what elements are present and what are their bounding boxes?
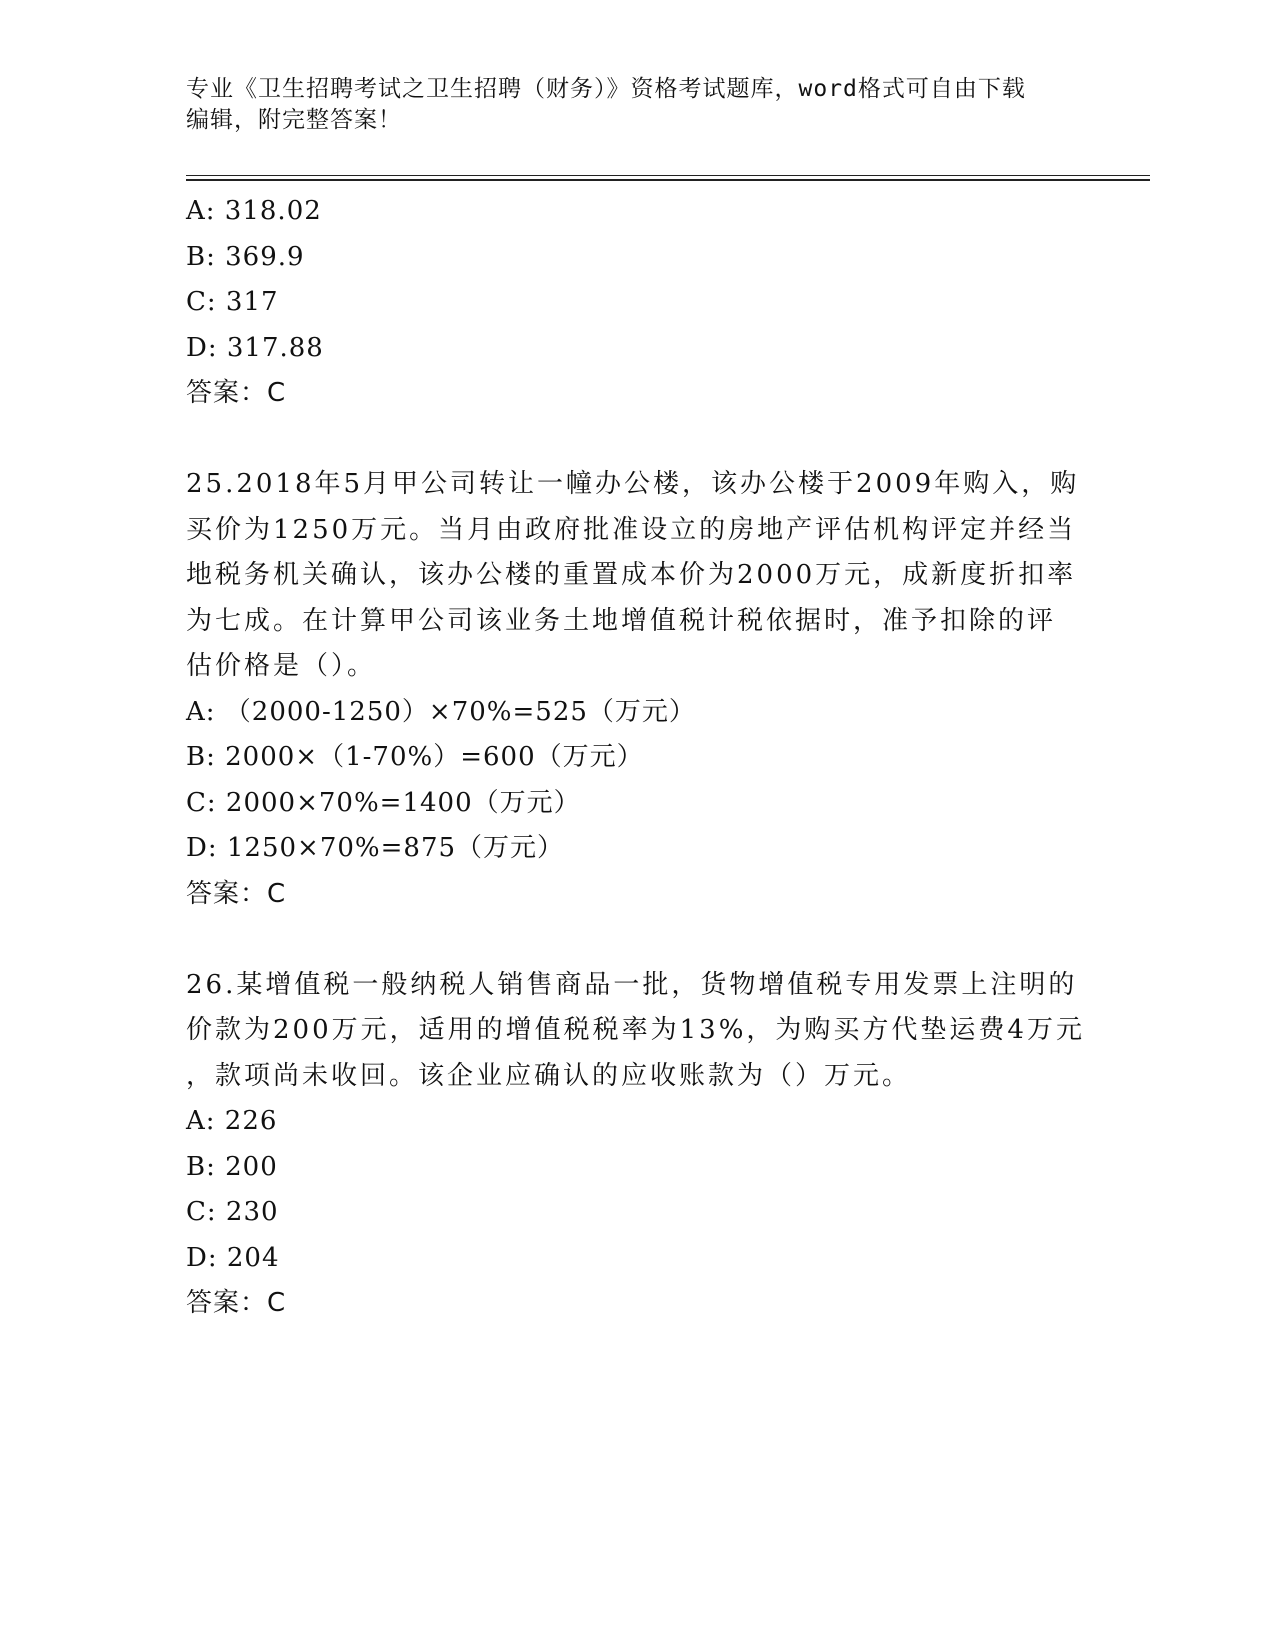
question-content: [186, 189, 1086, 1327]
header-divider-thick: [186, 179, 1150, 181]
option-d: D: 1250×70%=875（万元）: [186, 833, 565, 863]
stem-line: 价款为200万元，适用的增值税税率为13%，为购买方代垫运费4万元: [186, 1015, 1085, 1045]
stem-line: 25.2018年5月甲公司转让一幢办公楼，该办公楼于2009年购入，购: [186, 469, 1080, 499]
option-d: D: 204: [186, 1242, 280, 1273]
question-26-block: [186, 963, 1086, 1327]
header-line-2: 编辑，附完整答案！: [186, 107, 402, 133]
stem-line: 估价格是（）。: [186, 651, 377, 681]
spacer: [186, 417, 1086, 463]
stem-line: 买价为1250万元。当月由政府批准设立的房地产评估机构评定并经当: [186, 514, 1077, 545]
spacer: [186, 917, 1086, 963]
option-c: C: 317: [186, 287, 279, 317]
option-a: A: 318.02: [186, 196, 322, 226]
option-c: C: 230: [186, 1197, 279, 1227]
option-c: C: 2000×70%=1400（万元）: [186, 787, 581, 818]
document-header: [186, 74, 1086, 136]
question-stem: [186, 963, 1086, 1100]
stem-line: ，款项尚未收回。该企业应确认的应收账款为（）万元。: [186, 1060, 912, 1091]
header-line-1: 专业《卫生招聘考试之卫生招聘（财务）》资格考试题库，word格式可自由下载: [186, 76, 1026, 102]
answer-line: 答案：C: [186, 1288, 287, 1318]
question-25-block: [186, 462, 1086, 917]
stem-line: 26.某增值税一般纳税人销售商品一批，货物增值税专用发票上注明的: [186, 969, 1078, 1000]
header-divider-thin: [186, 175, 1150, 176]
option-a: A: 226: [186, 1106, 278, 1136]
answer-line: 答案：C: [186, 878, 287, 909]
option-d: D: 317.88: [186, 332, 324, 363]
stem-line: 为七成。在计算甲公司该业务土地增值税计税依据时，准予扣除的评: [186, 605, 1057, 636]
option-b: B: 369.9: [186, 241, 305, 272]
question-stem: [186, 462, 1086, 690]
answer-line: 答案：C: [186, 378, 287, 408]
stem-line: 地税务机关确认，该办公楼的重置成本价为2000万元，成新度折扣率: [186, 560, 1077, 590]
option-b: B: 2000×（1-70%）=600（万元）: [186, 742, 644, 772]
option-a: A: （2000-1250）×70%=525（万元）: [186, 696, 696, 727]
option-b: B: 200: [186, 1151, 278, 1182]
question-24-block: [186, 189, 1086, 417]
